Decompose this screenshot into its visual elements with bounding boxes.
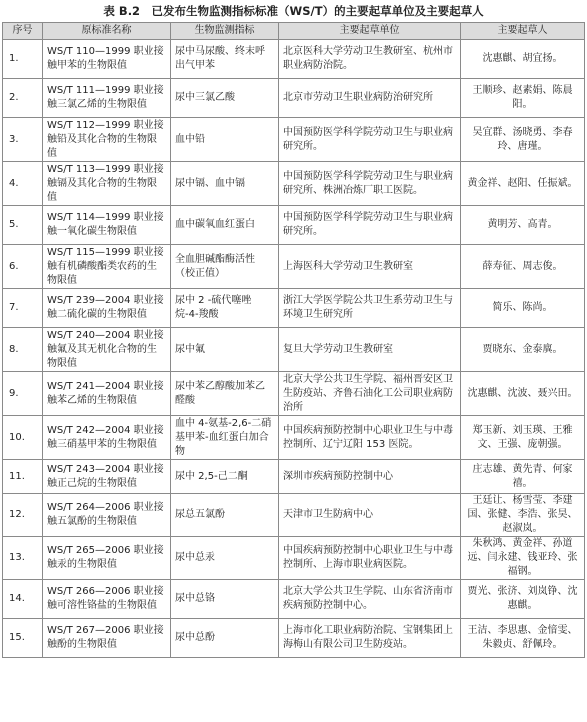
- indicator: 尿中苯乙醇酸加苯乙醛酸: [171, 372, 279, 416]
- standard-name: WS/T 110—1999 职业接触甲苯的生物限值: [43, 40, 171, 79]
- standard-name: WS/T 239—2004 职业接触二硫化碳的生物限值: [43, 289, 171, 328]
- table-row: [3, 118, 585, 162]
- drafters: 庄志雄、黄先青、何家禧。: [461, 460, 585, 494]
- row-number: 10.: [3, 416, 43, 460]
- organization: 中国疾病预防控制中心职业卫生与中毒控制所、辽宁辽阳 153 医院。: [279, 416, 461, 460]
- drafters: 贾晓东、金泰廙。: [461, 328, 585, 372]
- table-row: [3, 460, 585, 494]
- indicator: 尿中镉、血中镉: [171, 162, 279, 206]
- table-row: [3, 372, 585, 416]
- table-row: [3, 40, 585, 79]
- indicator: 尿中氟: [171, 328, 279, 372]
- organization: 深圳市疾病预防控制中心: [279, 460, 461, 494]
- standard-name: WS/T 267—2006 职业接触酚的生物限值: [43, 619, 171, 658]
- indicator: 尿总五氯酚: [171, 494, 279, 537]
- drafters: 王顺珍、赵素娟、陈晨阳。: [461, 79, 585, 118]
- organization: 北京医科大学劳动卫生教研室、杭州市职业病防治院。: [279, 40, 461, 79]
- table-row: [3, 206, 585, 245]
- standard-name: WS/T 240—2004 职业接触氟及其无机化合物的生物限值: [43, 328, 171, 372]
- standard-name: WS/T 243—2004 职业接触正己烷的生物限值: [43, 460, 171, 494]
- row-number: 15.: [3, 619, 43, 658]
- organization: 天津市卫生防病中心: [279, 494, 461, 537]
- table-row: [3, 494, 585, 537]
- drafters: 朱秋鸿、黄金祥、孙道远、闫永建、钱亚玲、张福钢。: [461, 537, 585, 580]
- drafters: 贾光、张济、刘岚铮、沈惠麒。: [461, 580, 585, 619]
- header-no: 序号: [3, 23, 43, 40]
- row-number: 2.: [3, 79, 43, 118]
- table-header-row: [3, 23, 585, 40]
- row-number: 3.: [3, 118, 43, 162]
- table-row: [3, 162, 585, 206]
- organization: 上海医科大学劳动卫生教研室: [279, 245, 461, 289]
- organization: 北京大学公共卫生学院、福州晋安区卫生防疫站、齐鲁石油化工公司职业病防治所: [279, 372, 461, 416]
- header-organization: 主要起草单位: [279, 23, 461, 40]
- indicator: 全血胆碱酯酶活性（校正值）: [171, 245, 279, 289]
- organization: 中国预防医学科学院劳动卫生与职业病研究所。: [279, 118, 461, 162]
- indicator: 血中铅: [171, 118, 279, 162]
- organization: 北京市劳动卫生职业病防治研究所: [279, 79, 461, 118]
- organization: 上海市化工职业病防治院、宝钢集团上海梅山有限公司卫生防疫站。: [279, 619, 461, 658]
- row-number: 8.: [3, 328, 43, 372]
- table-row: [3, 537, 585, 580]
- table-row: [3, 289, 585, 328]
- drafters: 吴宜群、汤晓勇、李春玲、唐瑾。: [461, 118, 585, 162]
- standard-name: WS/T 241—2004 职业接触苯乙烯的生物限值: [43, 372, 171, 416]
- row-number: 11.: [3, 460, 43, 494]
- indicator: 尿中总酚: [171, 619, 279, 658]
- drafters: 黄金祥、赵阳、任振斌。: [461, 162, 585, 206]
- drafters: 王廷让、杨雪莹、李建国、张健、李浩、张昊、赵淑岚。: [461, 494, 585, 537]
- organization: 北京大学公共卫生学院、山东省济南市疾病预防控制中心。: [279, 580, 461, 619]
- row-number: 6.: [3, 245, 43, 289]
- organization: 浙江大学医学院公共卫生系劳动卫生与环境卫生研究所: [279, 289, 461, 328]
- organization: 中国预防医学科学院劳动卫生与职业病研究所。: [279, 206, 461, 245]
- table-row: [3, 328, 585, 372]
- indicator: 尿中总铬: [171, 580, 279, 619]
- standard-name: WS/T 242—2004 职业接触三硝基甲苯的生物限值: [43, 416, 171, 460]
- standard-name: WS/T 112—1999 职业接触铅及其化合物的生物限值: [43, 118, 171, 162]
- standard-name: WS/T 264—2006 职业接触五氯酚的生物限值: [43, 494, 171, 537]
- standard-name: WS/T 113—1999 职业接触镉及其化合物的生物限值: [43, 162, 171, 206]
- header-indicator: 生物监测指标: [171, 23, 279, 40]
- indicator: 尿中 2,5-己二酮: [171, 460, 279, 494]
- header-drafters: 主要起草人: [461, 23, 585, 40]
- row-number: 12.: [3, 494, 43, 537]
- indicator: 血中 4-氨基-2,6-二硝基甲苯-血红蛋白加合物: [171, 416, 279, 460]
- organization: 复旦大学劳动卫生教研室: [279, 328, 461, 372]
- drafters: 郑玉新、刘玉瑛、王雅文、王强、庞朝强。: [461, 416, 585, 460]
- table-row: [3, 79, 585, 118]
- standard-name: WS/T 266—2006 职业接触可溶性铬盐的生物限值: [43, 580, 171, 619]
- row-number: 5.: [3, 206, 43, 245]
- table-row: [3, 416, 585, 460]
- organization: 中国预防医学科学院劳动卫生与职业病研究所、株洲冶炼厂职工医院。: [279, 162, 461, 206]
- organization: 中国疾病预防控制中心职业卫生与中毒控制所、上海市职业病医院。: [279, 537, 461, 580]
- standard-name: WS/T 115—1999 职业接触有机磷酸酯类农药的生物限值: [43, 245, 171, 289]
- indicator: 血中碳氧血红蛋白: [171, 206, 279, 245]
- standards-table: [2, 22, 585, 658]
- standard-name: WS/T 265—2006 职业接触汞的生物限值: [43, 537, 171, 580]
- row-number: 1.: [3, 40, 43, 79]
- row-number: 7.: [3, 289, 43, 328]
- table-row: [3, 245, 585, 289]
- drafters: 王洁、李思惠、金愔雯、朱毅贞、舒佩玲。: [461, 619, 585, 658]
- indicator: 尿中 2 -硫代噻唑烷-4-羧酸: [171, 289, 279, 328]
- table-row: [3, 619, 585, 658]
- standard-name: WS/T 111—1999 职业接触三氯乙烯的生物限值: [43, 79, 171, 118]
- drafters: 沈惠麒、沈波、聂兴田。: [461, 372, 585, 416]
- standard-name: WS/T 114—1999 职业接触一氧化碳生物限值: [43, 206, 171, 245]
- row-number: 14.: [3, 580, 43, 619]
- indicator: 尿中三氯乙酸: [171, 79, 279, 118]
- indicator: 尿中总汞: [171, 537, 279, 580]
- table-row: [3, 580, 585, 619]
- drafters: 薛寿征、周志俊。: [461, 245, 585, 289]
- header-standard-name: 原标准名称: [43, 23, 171, 40]
- row-number: 9.: [3, 372, 43, 416]
- table-caption: 表 B.2 已发布生物监测指标标准（WS/T）的主要起草单位及主要起草人: [103, 4, 484, 18]
- drafters: 黄明芳、高青。: [461, 206, 585, 245]
- drafters: 沈惠麒、胡宜扬。: [461, 40, 585, 79]
- indicator: 尿中马尿酸、终末呼出气甲苯: [171, 40, 279, 79]
- row-number: 4.: [3, 162, 43, 206]
- row-number: 13.: [3, 537, 43, 580]
- drafters: 简乐、陈尚。: [461, 289, 585, 328]
